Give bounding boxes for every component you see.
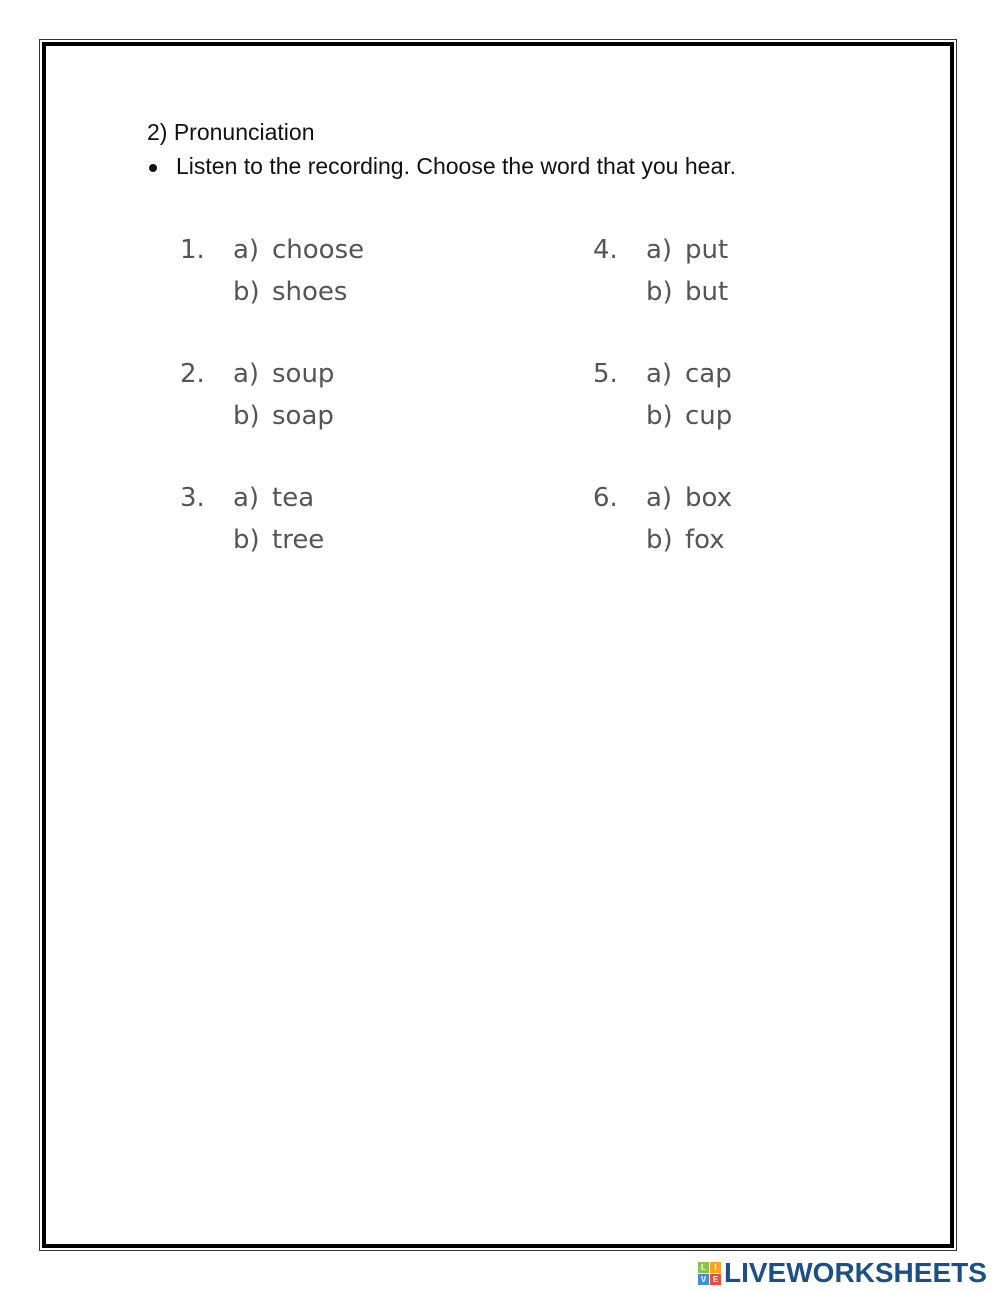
option-word: cup [685,401,733,431]
option-label: b) [233,277,260,307]
option-label: a) [646,483,673,513]
bullet-icon [149,164,157,172]
option-label: b) [233,401,260,431]
option-a[interactable] [646,229,729,271]
option-b[interactable] [646,395,733,437]
option-label: a) [646,235,673,265]
option-label: b) [646,525,673,555]
option-b[interactable] [646,271,729,313]
question-number: 4. [593,235,618,265]
option-b[interactable] [646,519,725,561]
section-heading: 2) Pronunciation [147,119,315,145]
option-word: fox [685,525,725,555]
liveworksheets-logo [698,1257,987,1289]
logo-tile: L [698,1262,709,1273]
option-a[interactable] [646,353,732,395]
question-number: 1. [180,235,205,265]
live-logo-icon [698,1262,721,1285]
option-a[interactable] [233,477,315,519]
question-number: 3. [180,483,205,513]
option-word: soap [272,401,334,431]
option-a[interactable] [233,353,335,395]
instruction-text: Listen to the recording. Choose the word that you hear. [176,153,737,179]
option-word: but [685,277,729,307]
option-word: put [685,235,729,265]
option-word: tree [272,525,325,555]
option-word: shoes [272,277,348,307]
option-b[interactable] [233,271,348,313]
page-border [42,42,954,1248]
option-a[interactable] [233,229,365,271]
question-number: 6. [593,483,618,513]
option-label: b) [646,277,673,307]
option-word: tea [272,483,315,513]
logo-tile: I [710,1262,721,1273]
option-b[interactable] [233,395,334,437]
option-label: b) [233,525,260,555]
option-word: cap [685,359,732,389]
option-word: box [685,483,732,513]
logo-text: LIVEWORKSHEETS [724,1257,987,1288]
option-label: a) [646,359,673,389]
option-a[interactable] [646,477,732,519]
option-label: a) [233,483,260,513]
option-b[interactable] [233,519,325,561]
question-number: 2. [180,359,205,389]
question-number: 5. [593,359,618,389]
logo-tile: E [710,1274,721,1285]
option-label: a) [233,235,260,265]
logo-tile: V [698,1274,709,1285]
option-label: b) [646,401,673,431]
option-label: a) [233,359,260,389]
option-word: choose [272,235,365,265]
option-word: soup [272,359,335,389]
